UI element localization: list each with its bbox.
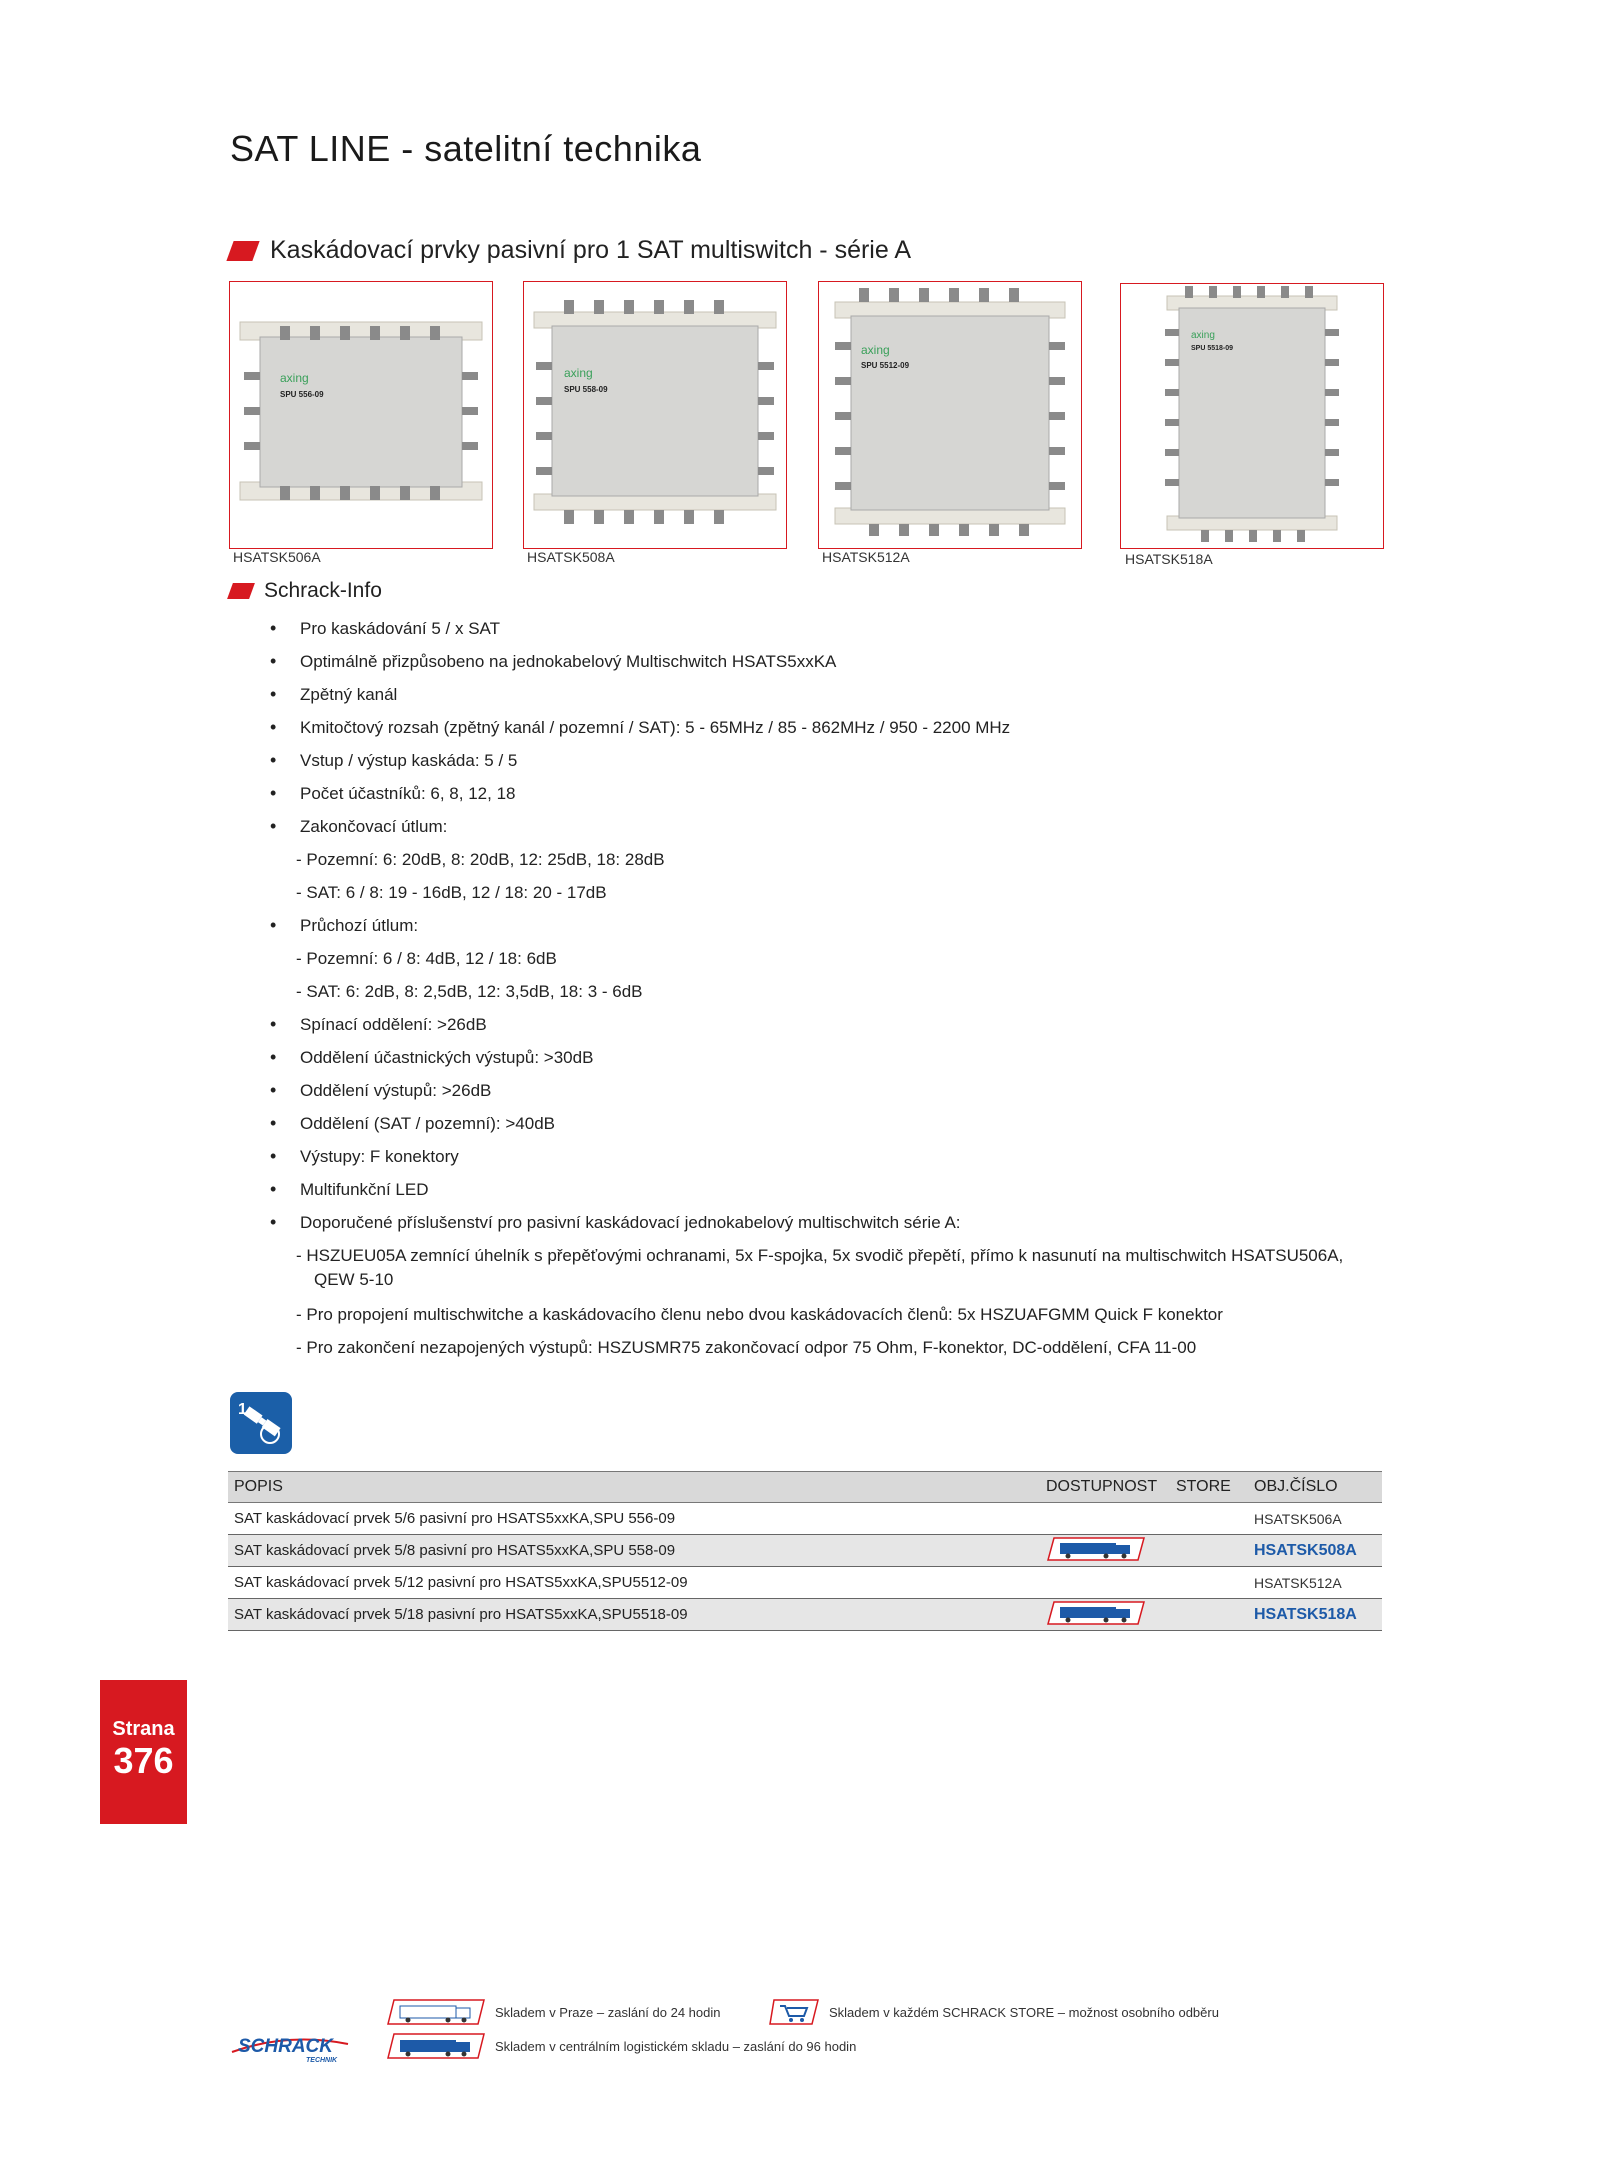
satellite-1-icon [230, 1392, 292, 1454]
red-bullet-icon [227, 583, 255, 599]
row-store [1170, 1535, 1248, 1567]
row-availability [1040, 1599, 1170, 1631]
row-availability [1040, 1535, 1170, 1567]
table-row[interactable] [228, 1503, 1382, 1535]
row-popis: SAT kaskádovací prvek 5/18 pasivní pro HSATS5xxKA,SPU5518-09 [228, 1599, 1040, 1631]
spec-item: • Optimálně přizpůsobeno na jednokabelový Multischwitch HSATS5xxKA [270, 645, 1390, 678]
svg-text:SPU 5512-09: SPU 5512-09 [861, 361, 910, 370]
row-popis: SAT kaskádovací prvek 5/12 pasivní pro HSATS5xxKA,SPU5512-09 [228, 1567, 1040, 1599]
spec-item: • Zakončovací útlum: [270, 810, 1390, 843]
spec-list [270, 612, 1390, 1364]
svg-text:SCHRACK: SCHRACK [238, 2036, 333, 2057]
spec-item: • Multifunkční LED [270, 1173, 1390, 1206]
table-row[interactable] [228, 1535, 1382, 1567]
svg-text:axing: axing [564, 366, 593, 380]
header-obj-cislo: OBJ.ČÍSLO [1248, 1472, 1382, 1503]
row-store [1170, 1567, 1248, 1599]
row-code[interactable]: HSATSK506A [1248, 1503, 1382, 1535]
row-code[interactable]: HSATSK518A [1248, 1599, 1382, 1631]
multiswitch-device-icon [230, 282, 492, 548]
product-image-508 [523, 281, 787, 549]
multiswitch-device-icon [524, 282, 786, 548]
header-store: STORE [1170, 1472, 1248, 1503]
image-caption: HSATSK518A [1125, 551, 1213, 567]
multiswitch-device-icon [1121, 284, 1383, 548]
spec-item: • Vstup / výstup kaskáda: 5 / 5 [270, 744, 1390, 777]
spec-subitem: - Pozemní: 6: 20dB, 8: 20dB, 12: 25dB, 18: 28dB [296, 850, 665, 869]
row-popis: SAT kaskádovací prvek 5/8 pasivní pro HSATS5xxKA,SPU 558-09 [228, 1535, 1040, 1567]
info-title: Schrack-Info [264, 579, 382, 602]
spec-item: • Pro kaskádování 5 / x SAT [270, 612, 1390, 645]
multiswitch-device-icon [819, 282, 1081, 548]
spec-subitem: - SAT: 6 / 8: 19 - 16dB, 12 / 18: 20 - 17dB [296, 883, 607, 902]
truck-central-stock-icon [386, 2032, 486, 2060]
section-heading [230, 236, 911, 265]
product-image-512 [818, 281, 1082, 549]
page-number: 376 [113, 1740, 174, 1781]
table-row[interactable] [228, 1599, 1382, 1631]
spec-subitem: - HSZUEU05A zemnící úhelník s přepěťovými ochranami, 5x F-spojka, 5x svodič přepětí, přímo k nasunutí na multischwitch HSATSU506A, QEW 5-10 [296, 1246, 1344, 1289]
red-bullet-icon [226, 241, 259, 261]
spec-item: • Výstupy: F konektory [270, 1140, 1390, 1173]
svg-text:SPU 556-09: SPU 556-09 [280, 390, 324, 399]
page-label: Strana [112, 1718, 175, 1740]
svg-text:axing: axing [861, 343, 890, 357]
row-code[interactable]: HSATSK512A [1248, 1567, 1382, 1599]
row-availability [1040, 1567, 1170, 1599]
info-heading [230, 579, 382, 603]
svg-text:axing: axing [1191, 330, 1215, 341]
row-popis: SAT kaskádovací prvek 5/6 pasivní pro HSATS5xxKA,SPU 556-09 [228, 1503, 1040, 1535]
spec-subitem: - Pozemní: 6 / 8: 4dB, 12 / 18: 6dB [296, 949, 557, 968]
spec-item: • Oddělení (SAT / pozemní): >40dB [270, 1107, 1390, 1140]
product-image-506 [229, 281, 493, 549]
spec-subitem: - SAT: 6: 2dB, 8: 2,5dB, 12: 3,5dB, 18: 3 - 6dB [296, 982, 643, 1001]
product-image-518 [1120, 283, 1384, 549]
shopping-cart-store-icon [768, 1998, 820, 2026]
svg-text:TECHNIK: TECHNIK [306, 2057, 338, 2064]
section-title: Kaskádovací prvky pasivní pro 1 SAT multiswitch - série A [270, 236, 911, 264]
page-number-tab [100, 1680, 187, 1824]
table-header-row [228, 1472, 1382, 1503]
spec-item: • Kmitočtový rozsah (zpětný kanál / pozemní / SAT): 5 - 65MHz / 85 - 862MHz / 950 - 2200 MHz [270, 711, 1390, 744]
svg-text:1: 1 [238, 1401, 247, 1418]
truck-central-stock-icon [1046, 1600, 1146, 1626]
spec-item: • Počet účastníků: 6, 8, 12, 18 [270, 777, 1390, 810]
spec-item: • Oddělení výstupů: >26dB [270, 1074, 1390, 1107]
truck-central-stock-icon [1046, 1536, 1146, 1562]
spec-item: • Spínací oddělení: >26dB [270, 1008, 1390, 1041]
spec-subitem: - Pro propojení multischwitche a kaskádovacího členu nebo dvou kaskádovacích členů: 5x HSZUAFGMM Quick F konektor [296, 1305, 1223, 1324]
product-table [228, 1471, 1382, 1631]
svg-text:SPU 558-09: SPU 558-09 [564, 385, 608, 394]
spec-item: • Oddělení účastnických výstupů: >30dB [270, 1041, 1390, 1074]
schrack-logo-icon [228, 2030, 352, 2064]
image-caption: HSATSK512A [822, 549, 910, 565]
image-caption: HSATSK508A [527, 549, 615, 565]
row-availability [1040, 1503, 1170, 1535]
spec-subitem: - Pro zakončení nezapojených výstupů: HSZUSMR75 zakončovací odpor 75 Ohm, F-konektor, DC-oddělení, CFA 11-00 [296, 1338, 1197, 1357]
spec-item: • Průchozí útlum: [270, 909, 1390, 942]
header-dostupnost: DOSTUPNOST [1040, 1472, 1170, 1503]
legend-store: Skladem v každém SCHRACK STORE – možnost osobního odběru [829, 2005, 1219, 2020]
legend-central: Skladem v centrálním logistickém skladu – zaslání do 96 hodin [495, 2039, 857, 2054]
row-code[interactable]: HSATSK508A [1248, 1535, 1382, 1567]
schrack-logo [228, 2030, 352, 2064]
svg-text:SPU 5518-09: SPU 5518-09 [1191, 345, 1234, 352]
table-row[interactable] [228, 1567, 1382, 1599]
header-popis: POPIS [228, 1472, 1040, 1503]
truck-prague-stock-icon [386, 1998, 486, 2026]
svg-text:axing: axing [280, 371, 309, 385]
row-store [1170, 1503, 1248, 1535]
page-title: SAT LINE - satelitní technika [230, 128, 702, 169]
spec-item: • Zpětný kanál [270, 678, 1390, 711]
legend-prague: Skladem v Praze – zaslání do 24 hodin [495, 2005, 721, 2020]
spec-item: • Doporučené příslušenství pro pasivní kaskádovací jednokabelový multischwitch série A: [270, 1206, 1390, 1239]
row-store [1170, 1599, 1248, 1631]
image-caption: HSATSK506A [233, 549, 321, 565]
